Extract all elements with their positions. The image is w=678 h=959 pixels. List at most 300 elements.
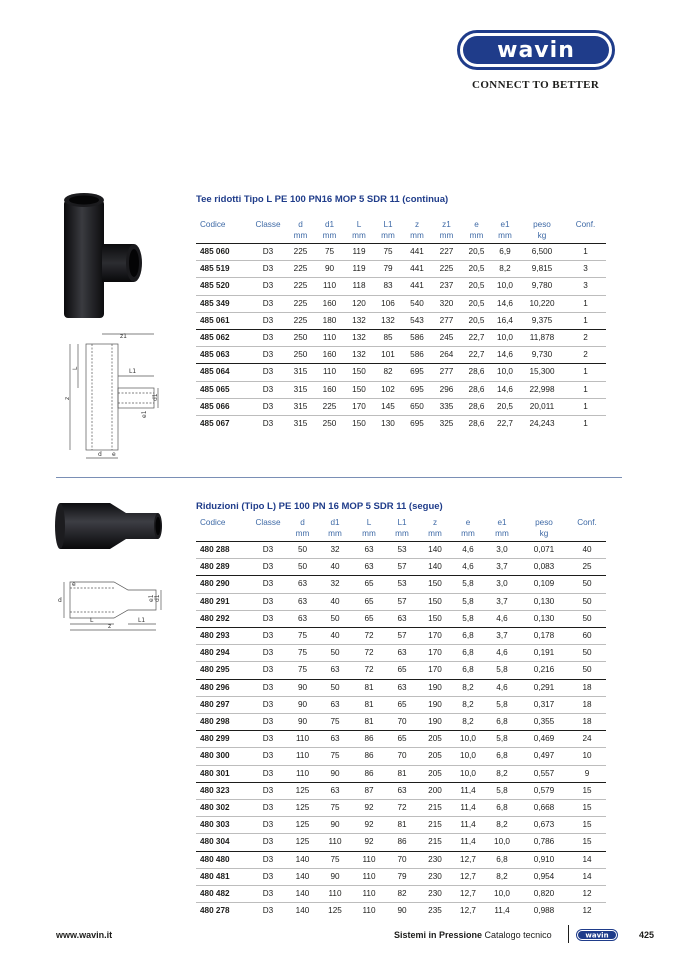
table-cell: 1 [565,381,606,398]
table-cell: 110 [314,364,345,381]
table-cell: 50 [568,593,606,610]
table-cell: 132 [345,330,373,347]
table-cell: 110 [318,886,352,903]
table-cell: 86 [352,731,386,748]
table-row [196,244,606,261]
table-cell: D3 [249,559,287,576]
table-cell: 75 [287,628,318,645]
table-cell: 14 [568,851,606,868]
rid-diagram-label: d [58,597,62,604]
column-header [196,517,249,542]
table-cell: 695 [403,416,431,433]
table-cell: 8,2 [452,696,484,713]
table-cell: 65 [386,731,418,748]
table-cell: 11,4 [452,800,484,817]
column-header [373,219,403,244]
column-label: L [366,518,372,527]
table-row [196,398,606,415]
table-cell: 12,7 [452,886,484,903]
table-cell: 50 [568,610,606,627]
table-cell: 205 [418,765,452,782]
table-cell: 92 [352,817,386,834]
column-header [565,219,606,244]
column-header [462,219,491,244]
table-cell: 92 [352,834,386,851]
table-cell: 227 [431,244,462,261]
product-code: 480 300 [196,748,249,765]
table-cell: 215 [418,800,452,817]
column-unit: mm [495,529,509,538]
table-row [196,817,606,834]
table-cell: 18 [568,696,606,713]
table-cell: 57 [386,628,418,645]
table-cell: 10,0 [484,886,520,903]
tagline: CONNECT TO BETTER [472,79,600,91]
column-unit: mm [395,529,409,538]
table-cell: 57 [386,593,418,610]
table-cell: 63 [352,542,386,559]
table-cell: 9,780 [519,278,565,295]
column-label: d [300,518,305,527]
product-code: 485 063 [196,347,249,364]
table-cell: 15,300 [519,364,565,381]
table-row [196,645,606,662]
table-row [196,886,606,903]
product-code: 480 288 [196,542,249,559]
table-cell: 28,6 [462,381,491,398]
table-cell: 315 [287,364,314,381]
table-cell: 3,0 [484,542,520,559]
column-unit: mm [461,529,475,538]
table-cell: 225 [287,278,314,295]
table-row [196,312,606,329]
table-cell: 225 [431,261,462,278]
wavin-logo [457,30,615,70]
table-cell: D3 [249,330,287,347]
tee-dimension-diagram [56,330,162,465]
table-cell: 125 [318,903,352,920]
table-cell: 70 [386,748,418,765]
table-cell: 9,375 [519,312,565,329]
table-cell: 28,6 [462,416,491,433]
table-cell: 5,8 [484,731,520,748]
tee-diagram-label: e1 [141,410,148,418]
table-row [196,800,606,817]
table-cell: 6,8 [452,628,484,645]
table-cell: 32 [318,576,352,593]
product-code: 485 061 [196,312,249,329]
table-cell: 70 [386,851,418,868]
table-cell: 15 [568,817,606,834]
table-cell: 190 [418,714,452,731]
table-cell: 63 [318,696,352,713]
table-cell: 57 [386,559,418,576]
table-cell: 65 [352,593,386,610]
table-cell: 90 [314,261,345,278]
table-cell: 86 [352,748,386,765]
table-cell: 12 [568,903,606,920]
table-cell: 215 [418,817,452,834]
product-code: 480 301 [196,765,249,782]
table-cell: 63 [386,679,418,696]
table-cell: 12,7 [452,851,484,868]
table-cell: 315 [287,416,314,433]
table-cell: 110 [352,868,386,885]
table-cell: 82 [386,886,418,903]
table-cell: 92 [352,800,386,817]
product-code: 480 304 [196,834,249,851]
table-cell: D3 [249,800,287,817]
table-cell: 90 [386,903,418,920]
table-cell: D3 [249,868,287,885]
table-cell: 335 [431,398,462,415]
table-cell: 10,0 [491,364,519,381]
table-cell: 441 [403,261,431,278]
table-cell: 110 [352,886,386,903]
column-header [403,219,431,244]
table-cell: 32 [318,542,352,559]
table-cell: 140 [418,559,452,576]
table-cell: 18 [568,679,606,696]
table-cell: D3 [249,662,287,679]
tee-table [196,219,606,432]
column-label: L [356,220,362,229]
footer-wavin-logo [576,929,618,941]
column-unit: kg [537,231,547,240]
table-cell: D3 [249,542,287,559]
table-cell: 50 [287,559,318,576]
table-cell: 63 [352,559,386,576]
product-code: 480 290 [196,576,249,593]
table-cell: D3 [249,834,287,851]
table-cell: 10,0 [484,834,520,851]
table-cell: 150 [418,576,452,593]
table-cell: 0,668 [520,800,568,817]
table-cell: 0,673 [520,817,568,834]
table-cell: D3 [249,278,287,295]
product-code: 480 298 [196,714,249,731]
table-cell: 3,0 [484,576,520,593]
table-cell: 20,5 [491,398,519,415]
table-cell: 5,8 [452,576,484,593]
table-cell: 150 [418,593,452,610]
table-cell: 6,8 [452,645,484,662]
table-cell: 170 [418,628,452,645]
table-row [196,903,606,920]
table-cell: 3,7 [484,559,520,576]
column-unit: kg [539,529,549,538]
table-cell: 81 [352,714,386,731]
table-cell: 0,355 [520,714,568,731]
table-cell: 14,6 [491,347,519,364]
table-cell: D3 [249,628,287,645]
table-cell: 87 [352,782,386,799]
table-cell: 90 [287,679,318,696]
table-cell: 8,2 [484,817,520,834]
table-cell: 50 [287,542,318,559]
table-row [196,542,606,559]
table-cell: 0,910 [520,851,568,868]
table-cell: 81 [386,817,418,834]
footer-website: www.wavin.it [56,930,113,940]
table-cell: 65 [386,662,418,679]
table-cell: 0,954 [520,868,568,885]
table-cell: 0,579 [520,782,568,799]
table-cell: 225 [287,312,314,329]
table-cell: 79 [373,261,403,278]
table-cell: 50 [318,679,352,696]
table-cell: 24 [568,731,606,748]
table-cell: 205 [418,731,452,748]
table-cell: 650 [403,398,431,415]
column-header [431,219,462,244]
table-cell: 215 [418,834,452,851]
table-cell: 40 [318,593,352,610]
table-cell: 230 [418,886,452,903]
table-cell: 63 [287,576,318,593]
column-unit: mm [293,231,308,240]
table-cell: 6,500 [519,244,565,261]
table-cell: 230 [418,868,452,885]
table-cell: 101 [373,347,403,364]
table-cell: 14,6 [491,295,519,312]
table-cell: 10,0 [452,765,484,782]
svg-text:wavin: wavin [585,931,609,940]
table-cell: 5,8 [484,662,520,679]
column-unit: mm [362,529,376,538]
column-unit: mm [498,231,512,240]
table-cell: 140 [418,542,452,559]
table-cell: 63 [318,731,352,748]
table-cell: 264 [431,347,462,364]
table-cell: 120 [345,295,373,312]
table-cell: 0,786 [520,834,568,851]
footer-section-rest: Catalogo tecnico [482,930,552,940]
table-cell: 15 [568,834,606,851]
table-cell: 18 [568,714,606,731]
footer-separator [568,925,569,943]
table-cell: 110 [318,834,352,851]
table-cell: 0,191 [520,645,568,662]
table-cell: 150 [418,610,452,627]
table-cell: 225 [287,261,314,278]
table-cell: D3 [249,886,287,903]
table-row [196,868,606,885]
table-cell: 15 [568,800,606,817]
table-cell: 110 [287,765,318,782]
product-code: 485 519 [196,261,249,278]
table-cell: 1 [565,398,606,415]
table-cell: 0,469 [520,731,568,748]
table-cell: 1 [565,295,606,312]
table-cell: 543 [403,312,431,329]
column-unit: mm [352,231,366,240]
table-cell: 82 [373,364,403,381]
table-cell: 3 [565,261,606,278]
table-cell: 150 [345,364,373,381]
column-label: e [474,220,479,229]
table-row [196,748,606,765]
section-divider [56,477,622,478]
column-label: z [432,518,438,527]
rid-diagram-label: L1 [138,617,146,624]
table-cell: 75 [318,851,352,868]
column-header [249,219,287,244]
table-cell: 20,5 [462,278,491,295]
product-code: 480 480 [196,851,249,868]
column-unit: mm [322,231,337,240]
table-cell: 75 [318,800,352,817]
table-cell: 53 [386,576,418,593]
table-row [196,261,606,278]
table-cell: 11,4 [484,903,520,920]
table-cell: 50 [568,645,606,662]
table-cell: 695 [403,364,431,381]
table-cell: 90 [318,868,352,885]
table-cell: D3 [249,903,287,920]
table-cell: 40 [318,559,352,576]
table-cell: 250 [314,416,345,433]
table-cell: 170 [345,398,373,415]
table-cell: 75 [373,244,403,261]
product-code: 480 289 [196,559,249,576]
table-cell: D3 [249,610,287,627]
table-cell: 81 [352,696,386,713]
table-cell: 20,5 [462,261,491,278]
table-cell: D3 [249,679,287,696]
table-cell: D3 [249,645,287,662]
table-cell: 140 [287,868,318,885]
table-cell: 8,2 [491,261,519,278]
table-cell: 6,8 [484,714,520,731]
table-cell: 4,6 [452,559,484,576]
table-cell: 0,317 [520,696,568,713]
table-cell: 90 [318,817,352,834]
table-cell: 75 [318,714,352,731]
product-code: 480 294 [196,645,249,662]
table-cell: 1 [565,364,606,381]
table-row [196,593,606,610]
product-code: 485 060 [196,244,249,261]
rid-diagram-label: e1 [148,594,155,602]
footer-section-bold: Sistemi in Pressione [394,930,483,940]
table-cell: 65 [352,576,386,593]
table-cell: 132 [345,347,373,364]
table-cell: 24,243 [519,416,565,433]
table-cell: 130 [373,416,403,433]
table-cell: 20,5 [462,312,491,329]
table-cell: 10,0 [491,278,519,295]
table-cell: D3 [249,312,287,329]
product-code: 480 323 [196,782,249,799]
table-cell: 160 [314,295,345,312]
table-cell: 125 [287,782,318,799]
column-label: z [414,220,420,229]
svg-text:wavin: wavin [497,38,575,63]
table-cell: 22,7 [462,347,491,364]
table-cell: 5,8 [452,593,484,610]
column-label: peso [535,518,553,527]
product-code: 480 297 [196,696,249,713]
column-label: peso [533,220,551,229]
table-cell: 22,7 [491,416,519,433]
table-cell: 140 [287,886,318,903]
table-cell: 6,8 [484,748,520,765]
table-row [196,364,606,381]
table-cell: 9,730 [519,347,565,364]
table-cell: 22,998 [519,381,565,398]
table-cell: D3 [249,398,287,415]
column-label: d1 [324,220,335,229]
product-code: 480 292 [196,610,249,627]
table-cell: 16,4 [491,312,519,329]
table-cell: 0,497 [520,748,568,765]
table-row [196,295,606,312]
tee-diagram-label: d [98,451,102,458]
table-cell: 72 [352,628,386,645]
table-cell: 4,6 [484,610,520,627]
tee-diagram-label: e [112,451,116,458]
table-cell: 63 [386,645,418,662]
column-label: L1 [397,518,407,527]
table-row [196,834,606,851]
rid-table [196,517,606,919]
table-cell: 230 [418,851,452,868]
product-code: 480 293 [196,628,249,645]
tee-diagram-label: d1 [152,393,159,401]
table-cell: 6,8 [484,851,520,868]
table-cell: 1 [565,312,606,329]
column-header [491,219,519,244]
table-cell: 65 [352,610,386,627]
table-cell: 79 [386,868,418,885]
table-cell: 90 [287,714,318,731]
table-cell: 72 [352,645,386,662]
table-row [196,731,606,748]
table-cell: 540 [403,295,431,312]
column-header [287,219,314,244]
table-cell: 20,5 [462,295,491,312]
table-cell: D3 [249,416,287,433]
product-code: 480 296 [196,679,249,696]
table-cell: 11,4 [452,834,484,851]
table-cell: 200 [418,782,452,799]
table-cell: 2 [565,347,606,364]
table-cell: D3 [249,261,287,278]
table-cell: 14 [568,868,606,885]
footer-section [394,930,552,940]
column-label: d1 [330,518,340,527]
table-cell: 695 [403,381,431,398]
table-cell: 160 [314,381,345,398]
table-cell: 5,8 [452,610,484,627]
table-cell: 72 [386,800,418,817]
column-label: Classe [255,518,281,527]
table-cell: 11,878 [519,330,565,347]
table-cell: 140 [287,851,318,868]
column-label: L1 [383,220,393,229]
page-number: 425 [639,930,655,940]
table-cell: 0,130 [520,610,568,627]
table-cell: 125 [287,817,318,834]
table-cell: 586 [403,347,431,364]
table-cell: 132 [373,312,403,329]
table-cell: D3 [249,381,287,398]
column-label: Conf. [575,220,596,229]
tee-fitting-photo [52,188,148,320]
table-cell: 63 [287,610,318,627]
table-cell: 0,083 [520,559,568,576]
